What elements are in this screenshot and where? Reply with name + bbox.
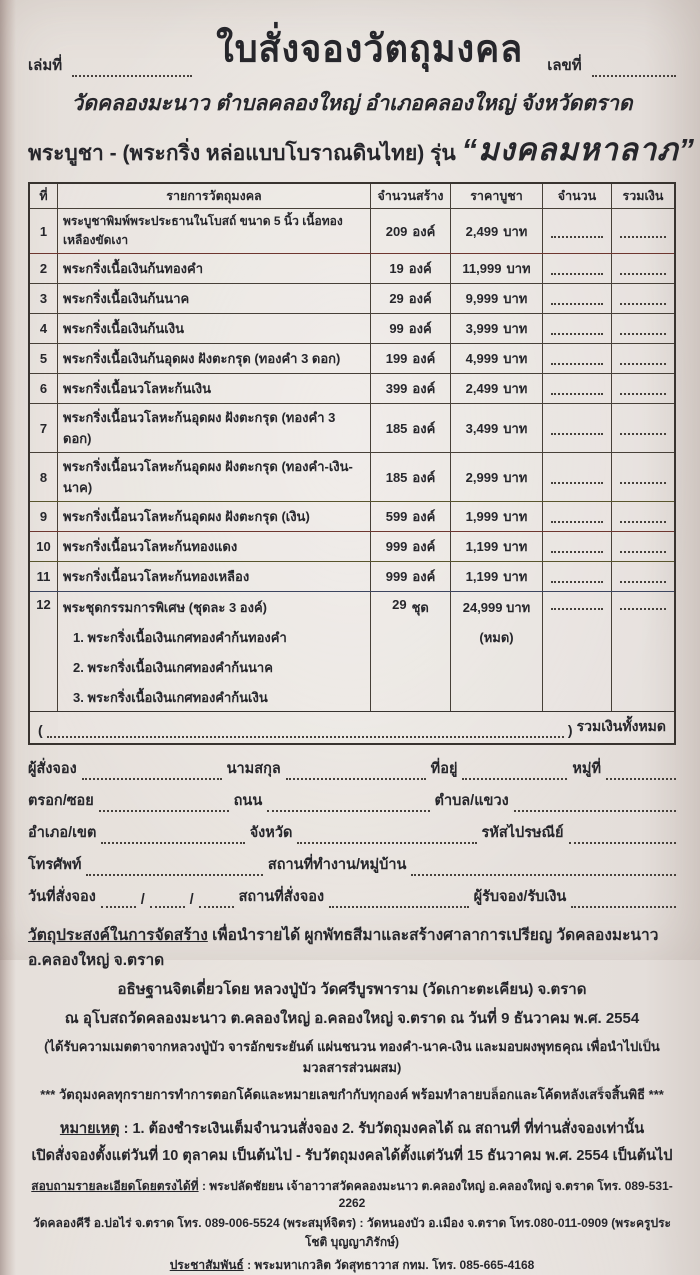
- purpose-line-4: (ได้รับความเมตตาจากหลวงปู่บัว จารอักขระยันต์ แผ่นชนวน ทองคำ-นาค-เงิน และมอบผงพุทธคุณ เพื่อนำไปเป็นมวลสารส่วนผสม): [44, 1039, 660, 1075]
- purpose-line-3: ณ อุโบสถวัดคลองมะนาว ต.คลองใหญ่ อ.คลองใหญ่ จ.ตราด ณ วันที่ 9 ธันวาคม พ.ศ. 2554: [64, 1010, 640, 1027]
- cell-made: [370, 344, 450, 373]
- made-count: 399: [385, 381, 408, 396]
- made-count: 29: [389, 291, 404, 306]
- qty-fill-line: [551, 570, 602, 583]
- made-unit: องค์: [412, 469, 436, 485]
- purpose-text: เพื่อนำรายได้ ผูกพัทธสีมาและสร้างศาลาการเปรียญ วัดคลองมะนาว อ.คลองใหญ่ จ.ตราด: [28, 927, 659, 969]
- made-unit: ชุด: [411, 600, 429, 615]
- total-fill-line: [620, 421, 666, 434]
- price-unit: บาท: [503, 569, 528, 584]
- cell-price: [450, 592, 542, 711]
- cell-total-blank: [611, 562, 674, 591]
- doc-no-label: เลขที่: [547, 57, 582, 74]
- cell-total-blank: [611, 314, 674, 343]
- price-unit: บาท: [503, 539, 528, 554]
- price-value: 2,999: [465, 469, 499, 485]
- notes-line-2: เปิดสั่งจองตั้งแต่วันที่ 10 ตุลาคม เป็นต้นไป - รับวัตถุมงคลได้ตั้งแต่วันที่ 15 ธันวาคม พ.ศ. 2554 เป็นต้นไป: [31, 1148, 673, 1164]
- total-fill-line: [620, 382, 666, 395]
- order-place-label: สถานที่สั่งจอง: [238, 889, 325, 905]
- made-unit: องค์: [408, 291, 432, 306]
- notes-text: : 1. ต้องชำระเงินเต็มจำนวนสั่งจอง 2. รับวัตถุมงคลได้ ณ สถานที่ ที่ท่านสั่งจองเท่านั้น: [123, 1121, 645, 1137]
- price-value: 2,499: [465, 381, 499, 396]
- qty-fill-line: [551, 262, 602, 275]
- cell-total-blank: [611, 404, 674, 452]
- special-set-items: [63, 597, 287, 708]
- paren-close: ): [567, 722, 573, 738]
- cell-qty-blank: [542, 344, 611, 373]
- cell-qty-blank: [542, 562, 611, 591]
- header: [28, 20, 676, 77]
- cell-total-blank: [611, 344, 674, 373]
- made-count: 999: [385, 539, 408, 554]
- made-count: 185: [385, 469, 408, 485]
- qty-fill-line: [551, 540, 602, 553]
- special-set-subitem: 1. พระกริ่งเนื้อเงินเกศทองคำก้นทองคำ: [73, 630, 287, 645]
- cell-qty-blank: [542, 374, 611, 403]
- cell-price: [450, 502, 542, 531]
- cell-no: 11: [36, 569, 51, 584]
- form-row: [28, 853, 676, 876]
- cell-item: พระกริ่งเนื้อนวโลหะก้นเงิน: [57, 374, 370, 403]
- price-value: 4,999: [465, 351, 499, 366]
- address-label: ที่อยู่: [430, 761, 458, 777]
- qty-fill-line: [551, 597, 602, 610]
- order-table: [28, 182, 676, 745]
- total-fill-line: [620, 570, 666, 583]
- made-count: 99: [389, 321, 404, 336]
- notes-heading: หมายเหตุ: [59, 1121, 120, 1137]
- total-fill-line: [620, 292, 666, 305]
- price-value: 1,199: [465, 539, 499, 554]
- price-value: 3,499: [465, 420, 499, 436]
- purpose-line-5: *** วัตถุมงคลทุกรายการทำการตอกโค้ดและหมายเลขกำกับทุกองค์ พร้อมทำลายบล็อกและโค้ดหลังเสร็จสิ้นพิธี ***: [40, 1087, 664, 1102]
- orderer-label: ผู้สั่งจอง: [28, 761, 77, 777]
- cell-total-blank: [611, 532, 674, 561]
- table-row: [30, 343, 674, 373]
- order-place-blank: [329, 892, 469, 908]
- cell-no: 7: [39, 420, 48, 436]
- form-row: [28, 789, 676, 812]
- col-header-no: ที่: [39, 189, 48, 203]
- price-unit: บาท: [503, 420, 528, 436]
- cell-made: [370, 453, 450, 501]
- col-header-qty: จำนวน: [542, 184, 611, 208]
- cell-item: พระกริ่งเนื้อเงินก้นทองคำ: [57, 254, 370, 283]
- book-no-label: เล่มที่: [28, 57, 63, 74]
- total-fill-line: [620, 224, 666, 237]
- cell-price: [450, 314, 542, 343]
- cell-made: [370, 592, 450, 711]
- sold-out-note: (หมด): [479, 630, 514, 645]
- cell-qty-blank: [542, 254, 611, 283]
- cell-no: 5: [39, 351, 48, 366]
- phone-blank: [86, 860, 262, 876]
- district-label: อำเภอ/เขต: [28, 825, 97, 841]
- table-row-special-set: [30, 591, 674, 711]
- cell-made: [370, 209, 450, 253]
- qty-fill-line: [551, 292, 602, 305]
- total-fill-line: [620, 352, 666, 365]
- made-unit: องค์: [412, 381, 436, 396]
- qty-fill-line: [551, 382, 602, 395]
- cell-no: 12: [36, 597, 51, 612]
- contact-line-2: วัดคลองคีรี อ.บ่อไร่ จ.ตราด โทร. 089-006-5524 (พระสมุห์จิตร) : วัดหนองบัว อ.เมือง จ.ตราด โทร.080-011-0909 (พระครูประโชติ บุญญาภิรักษ์): [33, 1216, 671, 1249]
- price-value: 2,499: [465, 223, 499, 239]
- purpose-line-1: [28, 922, 676, 972]
- col-header-made: จำนวนสร้าง: [370, 184, 450, 208]
- cell-no: 8: [39, 469, 48, 485]
- price-unit: บาท: [503, 381, 528, 396]
- cell-item: พระกริ่งเนื้อนวโลหะก้นทองเหลือง: [57, 562, 370, 591]
- surname-label: นามสกุล: [226, 761, 281, 777]
- made-count: 599: [385, 509, 408, 524]
- table-header-row: [30, 184, 674, 208]
- table-row: [30, 403, 674, 452]
- special-set-title: พระชุดกรรมการพิเศษ (ชุดละ 3 องค์): [63, 600, 267, 615]
- cell-qty-blank: [542, 314, 611, 343]
- road-blank: [267, 796, 429, 812]
- price-unit: บาท: [503, 469, 528, 485]
- cell-no: 1: [39, 223, 48, 239]
- grand-total-row: [30, 711, 674, 743]
- pr-line: [28, 1256, 676, 1275]
- cell-made: [370, 284, 450, 313]
- table-row: [30, 253, 674, 283]
- made-unit: องค์: [412, 351, 436, 366]
- cell-price: [450, 254, 542, 283]
- cell-qty-blank: [542, 209, 611, 253]
- orderer-form: [28, 757, 676, 908]
- date-month-blank: [150, 892, 185, 908]
- cell-item: [57, 592, 370, 711]
- moo-blank: [606, 764, 676, 780]
- cell-total-blank: [611, 502, 674, 531]
- made-count: 29: [392, 597, 407, 612]
- province-blank: [297, 828, 476, 844]
- form-row: [28, 757, 676, 780]
- cell-made: [370, 404, 450, 452]
- lane-label: ตรอก/ซอย: [28, 793, 94, 809]
- address-blank: [462, 764, 567, 780]
- workplace-blank: [411, 860, 676, 876]
- orderer-blank: [82, 764, 222, 780]
- table-row: [30, 313, 674, 343]
- contact-text: : พระปลัดชัยยน เจ้าอาวาสวัดคลองมะนาว ต.คลองใหญ่ อ.คลองใหญ่ จ.ตราด โทร. 089-531-2262: [201, 1179, 673, 1210]
- contact-section: [28, 1177, 676, 1275]
- subdistrict-label: ตำบล/แขวง: [434, 793, 509, 809]
- contact-heading: สอบถามรายละเอียดโดยตรงได้ที่: [31, 1179, 199, 1193]
- price-value: 1,199: [465, 569, 499, 584]
- cell-item: พระกริ่งเนื้อนวโลหะก้นอุดผง ฝังตะกรุด (ทองคำ-เงิน-นาค): [57, 453, 370, 501]
- qty-fill-line: [551, 322, 602, 335]
- cell-no: 4: [39, 321, 48, 336]
- price-unit: บาท: [503, 223, 528, 239]
- col-header-total: รวมเงิน: [611, 184, 674, 208]
- cell-price: [450, 344, 542, 373]
- paren-open: (: [38, 722, 43, 738]
- moo-label: หมู่ที่: [572, 761, 602, 777]
- total-fill-line: [620, 322, 666, 335]
- table-row: [30, 283, 674, 313]
- made-unit: องค์: [412, 569, 436, 584]
- cell-item: พระกริ่งเนื้อนวโลหะก้นอุดผง ฝังตะกรุด (ทองคำ 3 ดอก): [57, 404, 370, 452]
- postcode-label: รหัสไปรษณีย์: [481, 825, 564, 841]
- cell-price: [450, 374, 542, 403]
- total-fill-line: [620, 470, 666, 483]
- qty-fill-line: [551, 470, 602, 483]
- qty-fill-line: [551, 510, 602, 523]
- price-value: 1,999: [465, 509, 499, 524]
- cell-made: [370, 314, 450, 343]
- made-unit: องค์: [408, 321, 432, 336]
- cell-no: 10: [36, 539, 51, 554]
- total-fill-line: [620, 510, 666, 523]
- cell-item: พระกริ่งเนื้อเงินก้นนาค: [57, 284, 370, 313]
- cell-item: พระกริ่งเนื้อนวโลหะก้นทองแดง: [57, 532, 370, 561]
- cell-item: พระบูชาพิมพ์พระประธานในโบสถ์ ขนาด 5 นิ้ว เนื้อทองเหลืองขัดเงา: [57, 209, 370, 253]
- cell-qty-blank: [542, 284, 611, 313]
- cell-no: 3: [39, 291, 48, 306]
- workplace-label: สถานที่ทำงาน/หมู่บ้าน: [267, 857, 407, 873]
- price-unit: บาท: [506, 261, 531, 276]
- table-row: [30, 452, 674, 501]
- cell-qty-blank: [542, 502, 611, 531]
- cell-item: พระกริ่งเนื้อเงินก้นอุดผง ฝังตะกรุด (ทองคำ 3 ดอก): [57, 344, 370, 373]
- edition-prefix: พระบูชา - (พระกริ่ง หล่อแบบโบราณดินไทย) รุ่น: [28, 142, 456, 165]
- cell-total-blank: [611, 374, 674, 403]
- price-unit: บาท: [503, 291, 528, 306]
- grand-total-label: รวมเงินทั้งหมด: [576, 718, 666, 734]
- form-row: [28, 821, 676, 844]
- col-header-price: ราคาบูชา: [450, 184, 542, 208]
- qty-fill-line: [551, 224, 602, 237]
- special-set-subitem: 2. พระกริ่งเนื้อเงินเกศทองคำก้นนาค: [73, 660, 273, 675]
- cell-no: 2: [39, 261, 48, 276]
- cell-qty-blank: [542, 453, 611, 501]
- book-no-blank: [72, 59, 192, 77]
- cell-price: [450, 562, 542, 591]
- purpose-section: [28, 922, 676, 1105]
- cell-made: [370, 562, 450, 591]
- cell-item: พระกริ่งเนื้อเงินก้นเงิน: [57, 314, 370, 343]
- cell-qty-blank: [542, 532, 611, 561]
- cell-total-blank: [611, 453, 674, 501]
- table-row: [30, 208, 674, 253]
- province-label: จังหวัด: [249, 825, 293, 841]
- price-value: 9,999: [465, 291, 499, 306]
- cell-made: [370, 254, 450, 283]
- edition-line: [28, 124, 696, 174]
- total-fill-line: [620, 540, 666, 553]
- cell-total-blank: [611, 284, 674, 313]
- made-unit: องค์: [412, 509, 436, 524]
- contact-line-1: [28, 1177, 676, 1210]
- price-unit: บาท: [503, 351, 528, 366]
- cell-price: [450, 404, 542, 452]
- cell-price: [450, 453, 542, 501]
- price-unit: บาท: [503, 509, 528, 524]
- price-line: [463, 597, 531, 618]
- table-row: [30, 501, 674, 531]
- cell-made: [370, 532, 450, 561]
- road-label: ถนน: [233, 793, 263, 809]
- cell-no: 6: [39, 381, 48, 396]
- special-set-subitem: 3. พระกริ่งเนื้อเงินเกศทองคำก้นเงิน: [73, 690, 268, 705]
- notes-line-1: [28, 1117, 676, 1140]
- grand-total-fill-line: [47, 724, 564, 738]
- cell-total-blank: [611, 209, 674, 253]
- col-header-item: รายการวัตถุมงคล: [57, 184, 370, 208]
- made-count: 209: [385, 223, 408, 239]
- table-row: [30, 561, 674, 591]
- order-date-label: วันที่สั่งจอง: [28, 889, 96, 905]
- cell-total-blank: [611, 254, 674, 283]
- made-unit: องค์: [412, 420, 436, 436]
- made-count: 999: [385, 569, 408, 584]
- pr-heading: ประชาสัมพันธ์: [169, 1258, 244, 1272]
- price-unit: บาท: [506, 600, 531, 615]
- phone-label: โทรศัพท์: [28, 857, 82, 873]
- cell-no: 9: [39, 509, 48, 524]
- temple-address-line: วัดคลองมะนาว ตำบลคลองใหญ่ อำเภอคลองใหญ่ จังหวัดตราด: [71, 92, 633, 115]
- doc-no-blank: [592, 59, 676, 77]
- date-separator: /: [140, 892, 145, 908]
- table-row: [30, 373, 674, 403]
- receiver-label: ผู้รับจอง/รับเงิน: [473, 889, 567, 905]
- date-separator: /: [189, 892, 194, 908]
- receiver-blank: [571, 892, 676, 908]
- made-count: 199: [385, 351, 408, 366]
- cell-qty-blank: [542, 404, 611, 452]
- date-year-blank: [199, 892, 234, 908]
- form-row: [28, 885, 676, 908]
- price-unit: บาท: [503, 321, 528, 336]
- total-fill-line: [620, 597, 666, 610]
- cell-price: [450, 209, 542, 253]
- notes-section: [28, 1117, 676, 1167]
- qty-fill-line: [551, 421, 602, 434]
- edition-name: “มงคลมหาลาภ”: [461, 132, 696, 167]
- cell-price: [450, 532, 542, 561]
- price-value: 24,999: [462, 600, 503, 615]
- made-count: 185: [385, 420, 408, 436]
- purpose-line-2: อธิษฐานจิตเดี่ยวโดย หลวงปู่บัว วัดศรีบูรพาราม (วัดเกาะตะเคียน) จ.ตราด: [117, 981, 587, 998]
- price-value: 3,999: [465, 321, 499, 336]
- table-row: [30, 531, 674, 561]
- cell-qty-blank: [542, 592, 611, 711]
- made-count: 19: [389, 261, 404, 276]
- cell-made: [370, 374, 450, 403]
- cell-price: [450, 284, 542, 313]
- postcode-blank: [569, 828, 676, 844]
- district-blank: [101, 828, 244, 844]
- total-fill-line: [620, 262, 666, 275]
- made-unit: องค์: [412, 223, 436, 239]
- lane-blank: [99, 796, 229, 812]
- cell-made: [370, 502, 450, 531]
- purpose-heading: วัตถุประสงค์ในการจัดสร้าง: [28, 927, 208, 944]
- cell-item: พระกริ่งเนื้อนวโลหะก้นอุดผง ฝังตะกรุด (เงิน): [57, 502, 370, 531]
- pr-text: : พระมหาเกวลิต วัดสุทธาวาส กทม. โทร. 085-665-4168: [247, 1258, 535, 1272]
- price-with-note: [463, 597, 531, 648]
- date-day-blank: [101, 892, 136, 908]
- made-unit: องค์: [412, 539, 436, 554]
- made-unit: องค์: [408, 261, 432, 276]
- page-title: ใบสั่งจองวัตถุมงคล: [216, 26, 524, 71]
- surname-blank: [286, 764, 426, 780]
- subdistrict-blank: [514, 796, 676, 812]
- qty-fill-line: [551, 352, 602, 365]
- cell-total-blank: [611, 592, 674, 711]
- price-value: 11,999: [462, 261, 502, 276]
